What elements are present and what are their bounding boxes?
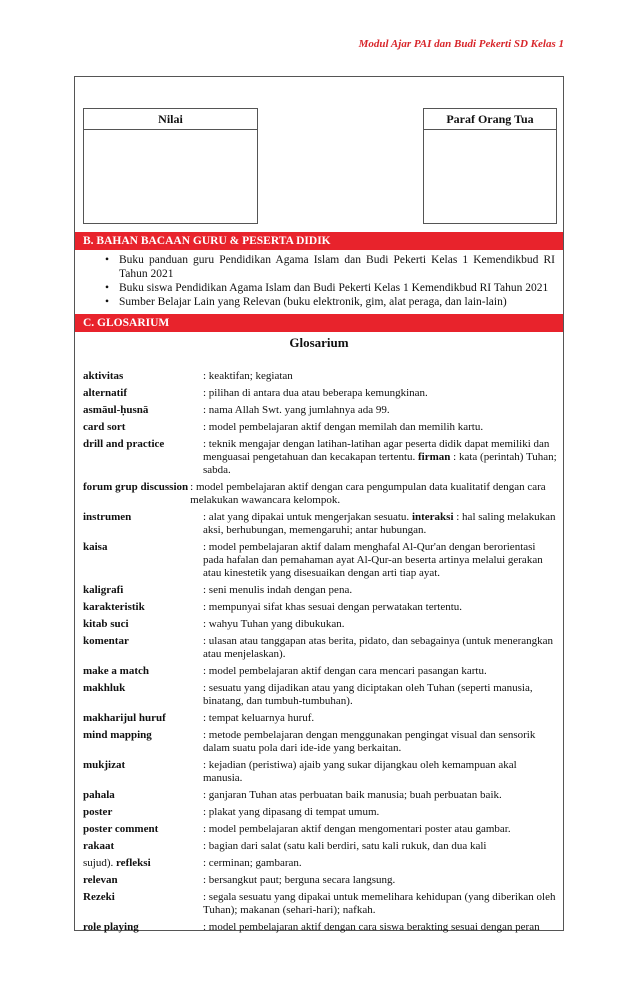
glossary-row	[83, 438, 558, 477]
glossary-row	[83, 729, 558, 755]
glossary-row	[83, 665, 558, 678]
glossary-definition: : segala sesuatu yang dipakai untuk memelihara kehidupan (yang diberikan oleh Tuhan); makanan (sehari-hari); nafkah.	[203, 891, 556, 916]
glossary-term: kaisa	[83, 541, 108, 553]
glossary-definition: : plakat yang dipasang di tempat umum.	[203, 806, 380, 818]
glossary-term: mind mapping	[83, 729, 152, 741]
glossary-row	[83, 682, 558, 708]
list-item: • Sumber Belajar Lain yang Relevan (buku elektronik, gim, alat peraga, dan lain-lain)	[105, 296, 507, 308]
glossary-term: instrumen	[83, 511, 132, 523]
content-frame	[74, 76, 564, 931]
glossary-row	[83, 806, 558, 819]
glossary-definition: : ganjaran Tuhan atas perbuatan baik manusia; buah perbuatan baik.	[203, 789, 502, 801]
glossary-term: poster comment	[83, 823, 159, 835]
paraf-label: Paraf Orang Tua	[424, 109, 556, 130]
glossary-definition: : model pembelajaran aktif dengan cara siswa berakting sesuai dengan peran	[203, 921, 540, 933]
glossary-term: card sort	[83, 421, 126, 433]
section-c-heading: C. GLOSARIUM	[75, 314, 563, 332]
glossary-row	[83, 404, 558, 417]
glossary-definition: : tempat keluarnya huruf.	[203, 712, 315, 724]
glossary-row	[83, 857, 558, 870]
glossary-row	[83, 601, 558, 614]
glossary-term: sujud). refleksi	[83, 857, 151, 869]
glossary-row	[83, 541, 558, 580]
glossary-row	[83, 387, 558, 400]
glossary-title: Glosarium	[289, 335, 349, 350]
glossary-row	[83, 840, 558, 853]
glossary-row	[83, 823, 558, 836]
glossary-term: asmāul-ḥusnā	[83, 404, 149, 416]
glossary-term: alternatif	[83, 387, 127, 399]
glossary-definition: : teknik mengajar dengan latihan-latihan agar peserta didik dapat memiliki dan menguasai pengetahuan dan kecakapan tertentu. firman : kata (perintah) Tuhan; sabda.	[203, 438, 557, 476]
glossary-term: komentar	[83, 635, 129, 647]
glossary-definition: : nama Allah Swt. yang jumlahnya ada 99.	[203, 404, 390, 416]
glossary-term: drill and practice	[83, 438, 165, 450]
glossary-definition: : bersangkut paut; berguna secara langsung.	[203, 874, 396, 886]
glossary-row	[83, 511, 558, 537]
glossary-definition: : model pembelajaran aktif dalam menghafal Al-Qur'an dengan berorientasi pada hafalan dan pemahaman ayat Al-Qur-an beserta artinya melalui gerakan atau kinestetik yang disesuaikan dengan arti tiap ayat.	[203, 541, 543, 579]
glossary-definition: : metode pembelajaran dengan menggunakan pengingat visual dan sensorik dalam suatu pola dari ide-ide yang berkaitan.	[203, 729, 536, 754]
glossary-row	[83, 921, 558, 934]
glossary-row	[83, 712, 558, 725]
section-b-heading: B. BAHAN BACAAN GURU & PESERTA DIDIK	[75, 232, 563, 250]
glossary-definition: : bagian dari salat (satu kali berdiri, satu kali rukuk, dan dua kali	[203, 840, 487, 852]
paraf-box	[423, 108, 557, 224]
glossary-term: Rezeki	[83, 891, 115, 903]
glossary-row	[83, 584, 558, 597]
glossary-definition: : seni menulis indah dengan pena.	[203, 584, 353, 596]
glossary-definition: : model pembelajaran aktif dengan cara mencari pasangan kartu.	[203, 665, 487, 677]
glossary-definition: : model pembelajaran aktif dengan cara pengumpulan data kualitatif dengan cara melakukan wawancara kelompok.	[190, 481, 546, 506]
glossary-term: make a match	[83, 665, 149, 677]
glossary-definition: : cerminan; gambaran.	[203, 857, 302, 869]
glossary-term: relevan	[83, 874, 118, 886]
glossary-term: kitab suci	[83, 618, 129, 630]
list-item: • Buku panduan guru Pendidikan Agama Islam dan Budi Pekerti Kelas 1 Kemendikbud RI Tahun 2021	[105, 254, 555, 280]
glossary-row	[83, 370, 558, 383]
glossary-term: pahala	[83, 789, 115, 801]
glossary-row	[83, 891, 558, 917]
glossary-definition: : wahyu Tuhan yang dibukukan.	[203, 618, 345, 630]
glossary-row	[83, 421, 558, 434]
glossary-list	[83, 370, 558, 938]
glossary-row	[83, 759, 558, 785]
glossary-row	[83, 618, 558, 631]
glossary-definition: : pilihan di antara dua atau beberapa kemungkinan.	[203, 387, 428, 399]
glossary-term: kaligrafi	[83, 584, 124, 596]
glossary-definition: : model pembelajaran aktif dengan memilah dan memilih kartu.	[203, 421, 484, 433]
glossary-term: mukjizat	[83, 759, 126, 771]
glossary-definition: : kejadian (peristiwa) ajaib yang sukar dijangkau oleh kemampuan akal manusia.	[203, 759, 517, 784]
reading-list	[75, 253, 563, 309]
glossary-term: forum grup discussion	[83, 481, 189, 493]
running-header: Modul Ajar PAI dan Budi Pekerti SD Kelas 1	[358, 38, 564, 50]
nilai-box	[83, 108, 258, 224]
glossary-term: rakaat	[83, 840, 115, 852]
glossary-row	[83, 789, 558, 802]
glossary-definition: : ulasan atau tanggapan atas berita, pidato, dan sebagainya (untuk menerangkan atau menjelaskan).	[203, 635, 554, 660]
glossary-row	[83, 481, 558, 507]
glossary-term: aktivitas	[83, 370, 124, 382]
glossary-definition: : model pembelajaran aktif dengan mengomentari poster atau gambar.	[203, 823, 511, 835]
glossary-term: makhluk	[83, 682, 126, 694]
glossary-definition: : keaktifan; kegiatan	[203, 370, 293, 382]
glossary-definition: : alat yang dipakai untuk mengerjakan sesuatu. interaksi : hal saling melakukan aksi, berhubungan, memengaruhi; antar hubungan.	[203, 511, 556, 536]
glossary-term: karakteristik	[83, 601, 145, 613]
glossary-term: makharijul huruf	[83, 712, 166, 724]
glossary-term: role playing	[83, 921, 139, 933]
glossary-term: poster	[83, 806, 113, 818]
glossary-definition: : mempunyai sifat khas sesuai dengan perwatakan tertentu.	[203, 601, 463, 613]
glossary-row	[83, 635, 558, 661]
glossary-row	[83, 874, 558, 887]
nilai-label: Nilai	[84, 109, 257, 130]
list-item: • Buku siswa Pendidikan Agama Islam dan Budi Pekerti Kelas 1 Kemendikbud RI Tahun 2021	[105, 282, 549, 294]
glossary-definition: : sesuatu yang dijadikan atau yang diciptakan oleh Tuhan (seperti manusia, binatang, dan tumbuh-tumbuhan).	[203, 682, 533, 707]
